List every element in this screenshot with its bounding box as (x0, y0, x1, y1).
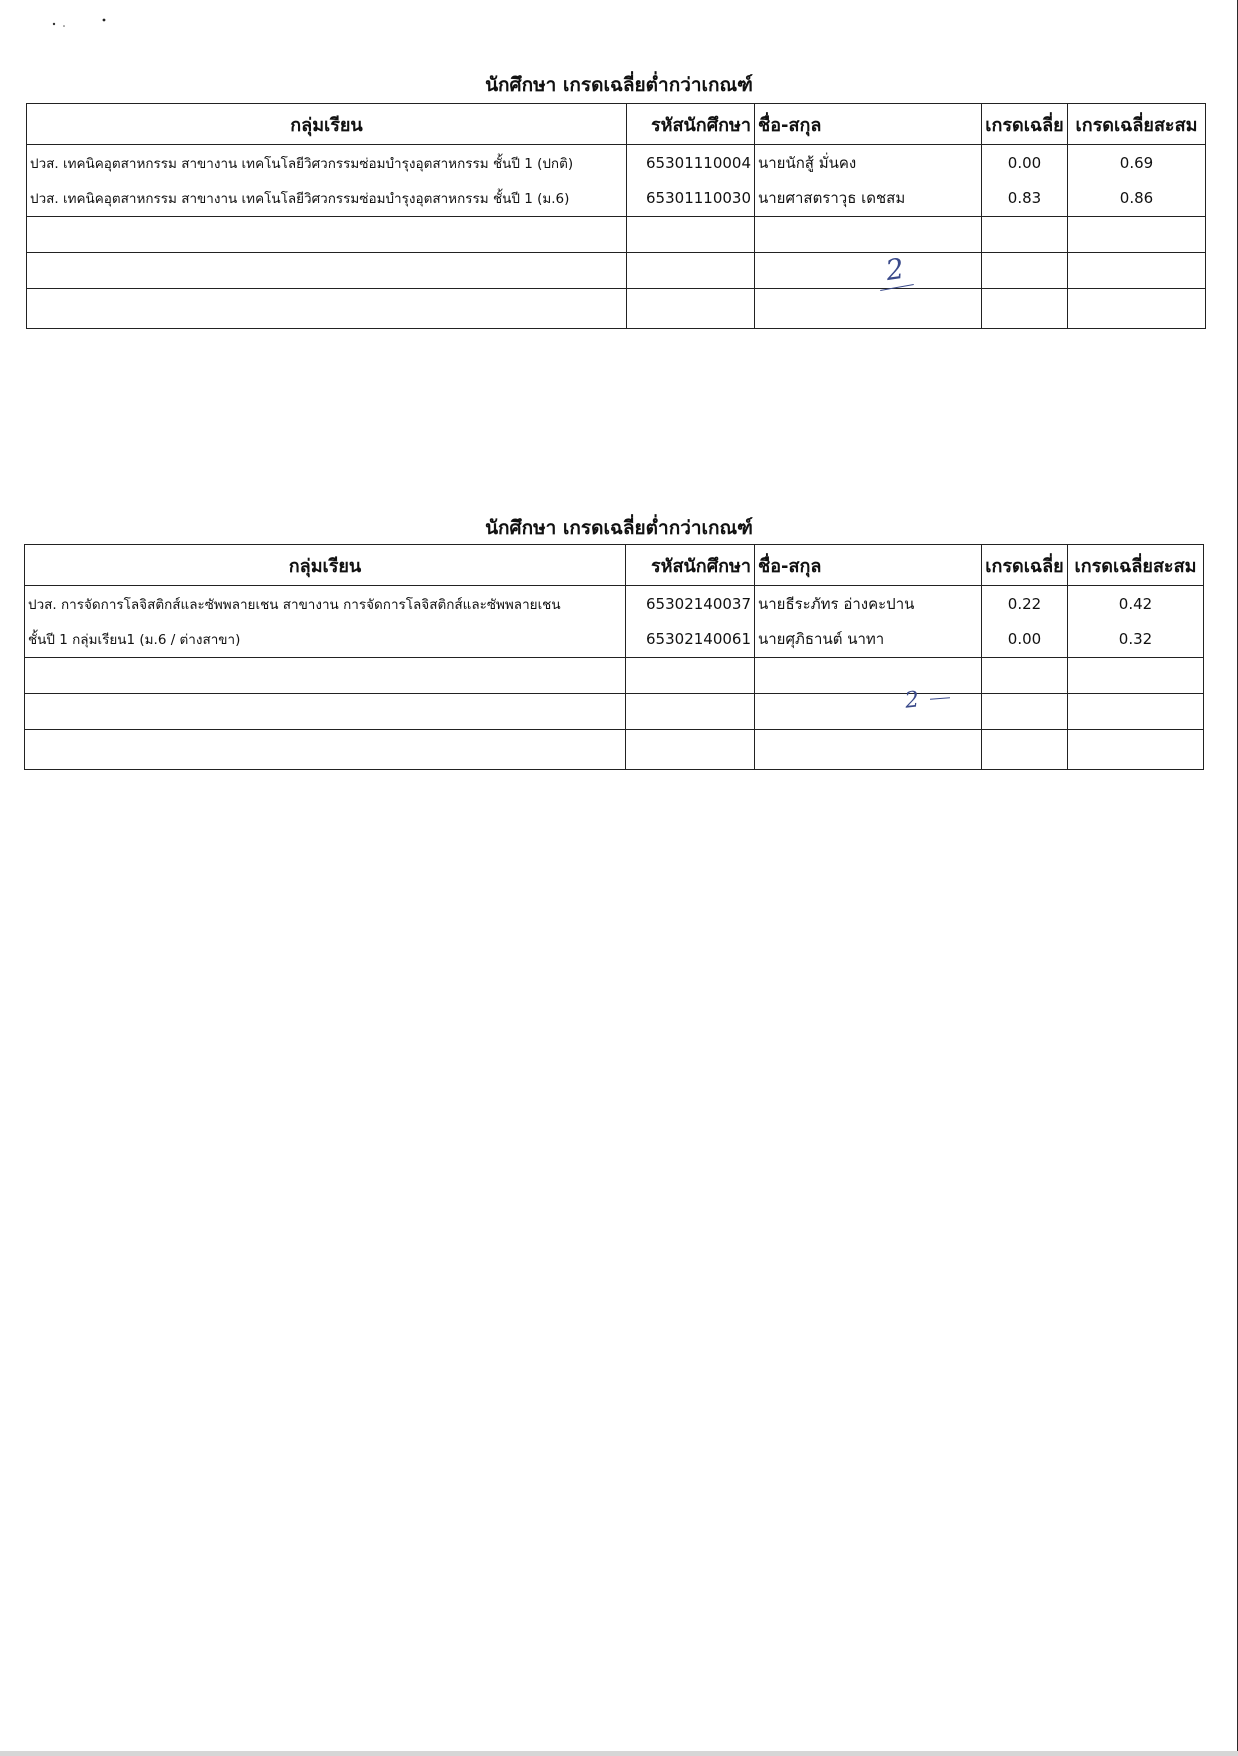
header-name: ชื่อ-สกุล (755, 545, 982, 586)
row-name: นายศุภิธานต์ นาทา (755, 622, 982, 658)
handwritten-mark: 2 (883, 251, 907, 288)
table-row (25, 586, 1204, 622)
row-student-id: 65302140037 (626, 586, 755, 622)
empty-row (27, 253, 1206, 289)
row-name: นายนักสู้ มั่นคง (755, 145, 982, 181)
row-gpa: 0.83 (982, 181, 1068, 217)
row-group: ปวส. การจัดการโลจิสติกส์และซัพพลายเชน สาขางาน การจัดการโลจิสติกส์และซัพพลายเชน (25, 586, 626, 622)
header-cumulative-gpa: เกรดเฉลี่ยสะสม (1068, 545, 1204, 586)
header-group: กลุ่มเรียน (25, 545, 626, 586)
row-gpa: 0.00 (982, 145, 1068, 181)
row-student-id: 65301110004 (627, 145, 755, 181)
row-group: ชั้นปี 1 กลุ่มเรียน1 (ม.6 / ต่างสาขา) (25, 622, 626, 658)
header-cumulative-gpa: เกรดเฉลี่ยสะสม (1068, 104, 1206, 145)
row-group: ปวส. เทคนิคอุตสาหกรรม สาขางาน เทคโนโลยีวิศวกรรมซ่อมบำรุงอุตสาหกรรม ชั้นปี 1 (ม.6) (27, 181, 627, 217)
empty-row (27, 289, 1206, 329)
section-title: นักศึกษา เกรดเฉลี่ยต่ำกว่าเกณฑ์ (485, 74, 753, 96)
header-row (25, 545, 1204, 586)
row-gpa: 0.00 (982, 622, 1068, 658)
header-name: ชื่อ-สกุล (755, 104, 982, 145)
scan-specks (34, 14, 124, 34)
grade-table (24, 544, 1204, 770)
table-row (27, 181, 1206, 217)
section-title: นักศึกษา เกรดเฉลี่ยต่ำกว่าเกณฑ์ (485, 517, 753, 539)
row-name: นายศาสตราวุธ เดชสม (755, 181, 982, 217)
handwritten-mark: 2 (903, 687, 921, 714)
row-student-id: 65301110030 (627, 181, 755, 217)
header-student-id: รหัสนักศึกษา (627, 104, 755, 145)
header-row (27, 104, 1206, 145)
header-student-id: รหัสนักศึกษา (626, 545, 755, 586)
page-edge (0, 1751, 1238, 1756)
grade-table (26, 103, 1206, 329)
row-cumulative-gpa: 0.86 (1068, 181, 1206, 217)
row-gpa: 0.22 (982, 586, 1068, 622)
header-group: กลุ่มเรียน (27, 104, 627, 145)
row-name: นายธีระภัทร อ่างคะปาน (755, 586, 982, 622)
header-gpa: เกรดเฉลี่ย (982, 545, 1068, 586)
row-cumulative-gpa: 0.42 (1068, 586, 1204, 622)
empty-row (27, 217, 1206, 253)
row-cumulative-gpa: 0.32 (1068, 622, 1204, 658)
table-row (27, 145, 1206, 181)
empty-row (25, 658, 1204, 694)
empty-row (25, 730, 1204, 770)
header-gpa: เกรดเฉลี่ย (982, 104, 1068, 145)
row-cumulative-gpa: 0.69 (1068, 145, 1206, 181)
empty-row (25, 694, 1204, 730)
row-group: ปวส. เทคนิคอุตสาหกรรม สาขางาน เทคโนโลยีวิศวกรรมซ่อมบำรุงอุตสาหกรรม ชั้นปี 1 (ปกติ) (27, 145, 627, 181)
table-row (25, 622, 1204, 658)
row-student-id: 65302140061 (626, 622, 755, 658)
